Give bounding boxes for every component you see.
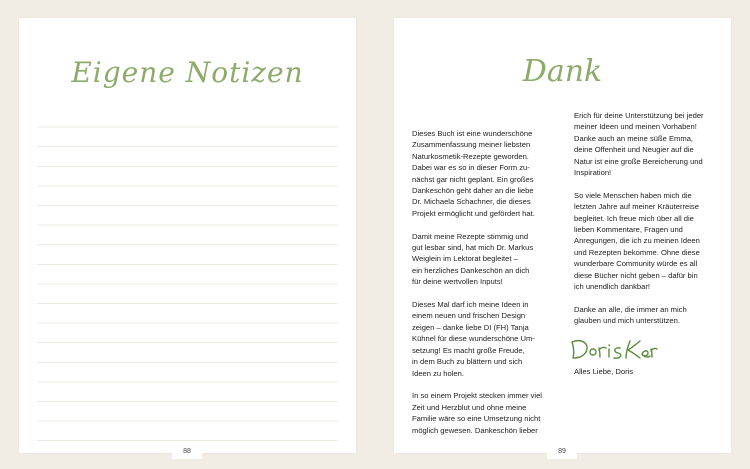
text-column-2 xyxy=(574,110,724,389)
paragraph: Erich für deine Unterstützung bei jeder meiner Ideen und meinen Vorhaben! Danke auch an meine süße Emma, deine Offenheit und Neugier auf die Natur ist eine große Bereicherung und Inspiration! xyxy=(574,111,704,178)
closing-line: Alles Liebe, Doris xyxy=(574,367,634,377)
text-column-1 xyxy=(412,128,562,447)
paragraph: Dieses Mal darf ich meine Ideen in einem neuen und frischen Design zeigen – danke liebe DI (FH) Tanja Kühnel für diese wunderschöne Um- setzung! Es macht große Freude, in dem Buch zu blättern und sich Ideen zu holen. xyxy=(412,300,535,378)
left-page xyxy=(19,18,356,453)
thanks-title: Dank xyxy=(522,54,603,89)
paragraph: Dieses Buch ist eine wunderschöne Zusammenfassung meiner liebsten Naturkosmetik-Rezepte geworden. Dabei war es so in dieser Form zu- nächst gar nicht geplant. Ein großes Dankeschön geht daher an die liebe Dr. Michaela Schachner, die dieses Projekt ermöglicht und gefördert hat. xyxy=(412,129,535,218)
handwritten-signature xyxy=(568,334,660,362)
paragraph: So viele Menschen haben mich die letzten Jahre auf meiner Kräuterreise begleitet. Ich freue mich über all die lieben Kommentare, Fragen und Anregungen, die ich zu meinen Ideen und Rezepten bekomme. Ohne diese wunderbare Community würde es all diese Bücher nicht geben – dafür bin ich unendlich dankbar! xyxy=(574,190,700,292)
paragraph: In so einem Projekt stecken immer viel Zeit und Herzblut und ohne meine Familie wäre so eine Umsetzung nicht möglich gewesen. Dankeschön lieber xyxy=(412,391,542,435)
page-number-left: 88 xyxy=(172,445,202,459)
notes-title: Eigene Notizen xyxy=(71,56,304,89)
right-page xyxy=(394,18,731,453)
page-number-right: 89 xyxy=(547,445,577,459)
ruled-note-lines xyxy=(37,108,338,448)
paragraph: Damit meine Rezepte stimmig und gut lesbar sind, hat mich Dr. Markus Weiglein im Lektorat begleitet – ein herzliches Dankeschön an dich für deine wertvollen Inputs! xyxy=(412,231,534,287)
paragraph: Danke an alle, die immer an mich glauben und mich unterstützen. xyxy=(574,304,687,326)
